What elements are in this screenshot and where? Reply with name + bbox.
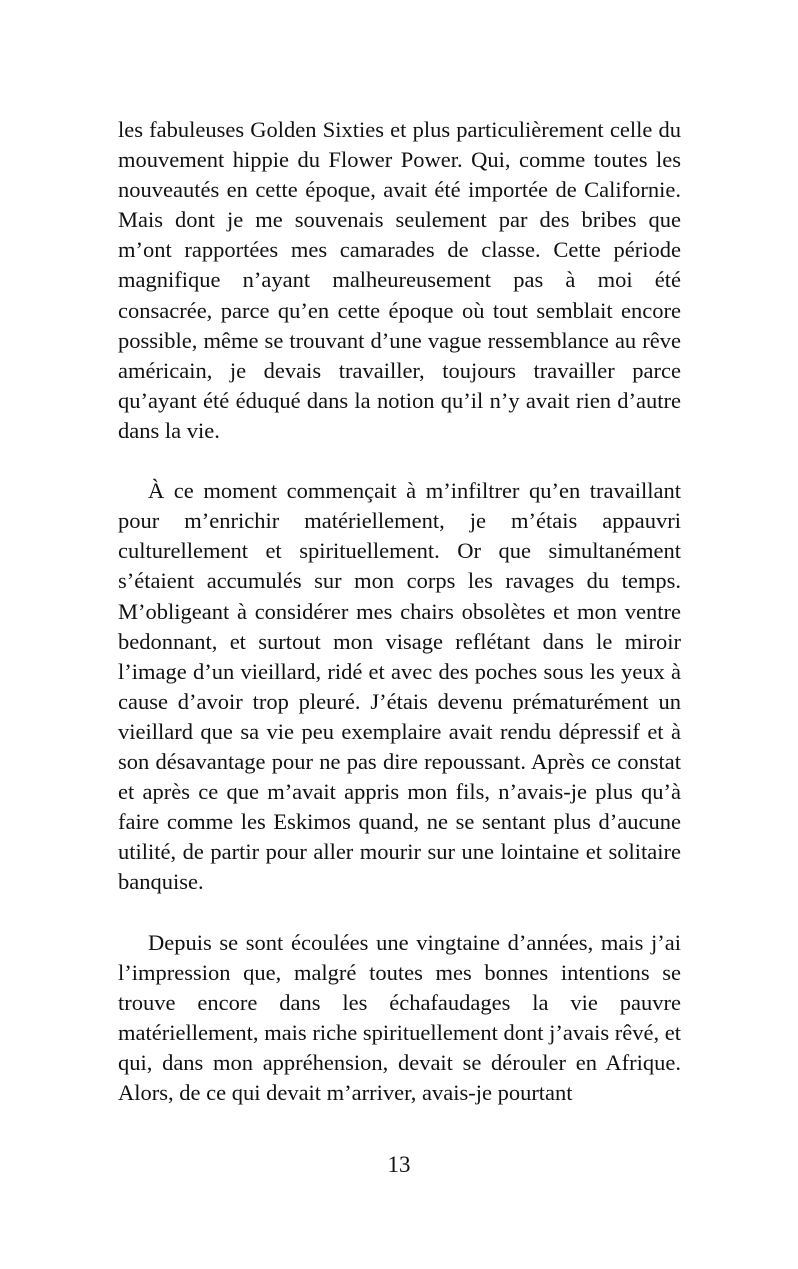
page-number: 13 [387, 1152, 411, 1177]
paragraph-1: les fabuleuses Golden Sixties et plus particulièrement celle du mouvement hippie du Flower Power. Qui, comme toutes les nouveautés en cette époque, avait été importée de Californie. Mais dont je me souvenais seulement par des bribes que m’ont rapportées mes camarades de classe. Cette période magnifique n’ayant malheureusement pas à moi été consacrée, parce qu’en cette époque où tout semblait encore possible, même se trouvant d’une vague ressemblance au rêve américain, je devais travailler, toujours travailler parce qu’ayant été éduqué dans la notion qu’il n’y avait rien d’autre dans la vie. [118, 117, 681, 443]
body-text [118, 115, 681, 1108]
paragraph-2: À ce moment commençait à m’infiltrer qu’en travaillant pour m’enrichir matériellement, je m’étais appauvri culturellement et spirituellement. Or que simultanément s’étaient accumulés sur mon corps les ravages du temps. M’obligeant à considérer mes chairs obsolètes et mon ventre bedonnant, et surtout mon visage reflétant dans le miroir l’image d’un vieillard, ridé et avec des poches sous les yeux à cause d’avoir trop pleuré. J’étais devenu prématurément un vieillard que sa vie peu exemplaire avait rendu dépressif et à son désavantage pour ne pas dire repoussant. Après ce constat et après ce que m’avait appris mon fils, n’avais-je plus qu’à faire comme les Eskimos quand, ne se sentant plus d’aucune utilité, de partir pour aller mourir sur une lointaine et solitaire banquise. [118, 478, 681, 895]
paragraph-3: Depuis se sont écoulées une vingtaine d’années, mais j’ai l’impression que, malgré toutes mes bonnes intentions se trouve encore dans les échafaudages la vie pauvre matériellement, mais riche spirituellement dont j’avais rêvé, et qui, dans mon appréhension, devait se dérouler en Afrique. Alors, de ce qui devait m’arriver, avais-je pourtant [118, 929, 681, 1105]
